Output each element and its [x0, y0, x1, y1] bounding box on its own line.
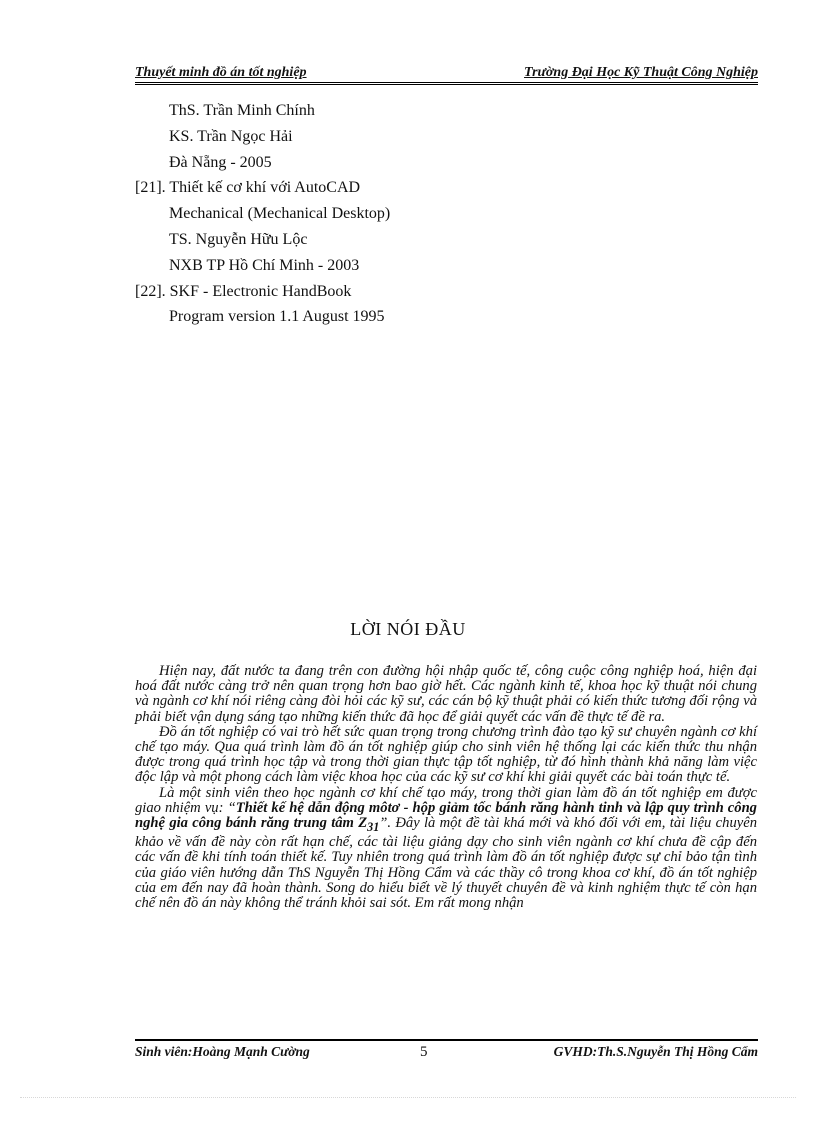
page-bottom-divider [20, 1097, 796, 1098]
footer-supervisor: GVHD:Th.S.Nguyễn Thị Hồng Cẩm [553, 1044, 758, 1059]
reference-entry-22: [22]. SKF - Electronic HandBook [135, 282, 352, 300]
reference-line: TS. Nguyễn Hữu Lộc [169, 230, 308, 248]
footer-student: Sinh viên:Hoàng Mạnh Cường [135, 1044, 310, 1059]
reference-line: Đà Nẵng - 2005 [169, 153, 272, 171]
reference-entry-21: [21]. Thiết kế cơ khí với AutoCAD [135, 179, 361, 197]
header-document-title: Thuyết minh đồ án tốt nghiệp [135, 65, 307, 80]
paragraph-3-rest: ”. Đây là một đề tài khá mới và khó đối với em, tài liệu chuyên khảo về vấn đề này còn rất hạn chế, các tài liệu giảng dạy cho sinh viên ngành cơ khí chưa đề cập đến các vấn đề khi tính toán thiết kế. Tuy nhiên trong quá trình làm đồ án tốt nghiệp được sự chỉ bảo tận tình của giáo viên hướng dẫn ThS Nguyễn Thị Hồng Cẩm và các thầy cô trong khoa cơ khí, đồ án tốt nghiệp của em đến nay đã hoàn thành. Song do hiểu biết về lý thuyết chuyên đề và kinh nghiệm thực tế còn hạn chế nên đồ án này không thể tránh khỏi sai sót. Em rất mong nhận [135, 815, 757, 911]
paragraph-2: Đồ án tốt nghiệp có vai trò hết sức quan trọng trong chương trình đào tạo kỹ sư chuyên ngành cơ khí chế tạo máy. Qua quá trình làm đồ án tốt nghiệp giúp cho sinh viên hệ thống lại các kiến thức thu nhận được trong quá trình học tập và trong thời gian thực tập tốt nghiệp, từ đó hình thành khả năng làm việc độc lập và một phong cách làm việc khoa học của các kỹ sư cơ khí khi giải quyết các bài toán thực tế. [135, 723, 757, 786]
preface-body [135, 664, 757, 911]
page-footer [135, 1039, 758, 1059]
reference-line: NXB TP Hồ Chí Minh - 2003 [169, 256, 360, 274]
page-number: 5 [420, 1044, 428, 1060]
paragraph-3-intro: Là một sinh viên theo học ngành cơ khí chế tạo máy, trong thời gian làm đồ án tốt nghiệp em được giao nhiệm vụ: “ [135, 784, 757, 816]
paragraph-3 [135, 786, 757, 912]
reference-line: Mechanical (Mechanical Desktop) [169, 205, 391, 223]
reference-line: KS. Trần Ngọc Hải [169, 127, 293, 145]
header-university: Trường Đại Học Kỹ Thuật Công Nghiệp [524, 65, 758, 80]
reference-line: Program version 1.1 August 1995 [169, 308, 385, 326]
reference-list [135, 98, 390, 330]
gear-subscript: 31 [367, 819, 380, 834]
paragraph-1: Hiện nay, đất nước ta đang trên con đường hội nhập quốc tế, công cuộc công nghiệp hoá, hiện đại hoá đất nước càng trở nên quan trọng hơn bao giờ hết. Các ngành kinh tế, khoa học kỹ thuật nói chung và ngành cơ khí nói riêng càng đòi hỏi các kỹ sư, các cán bộ kỹ thuật phải có kiến thức tương đối rộng và phải biết vận dụng sáng tạo những kiến thức đã học để giải quyết các vấn đề thực tế đề ra. [135, 663, 757, 725]
page-header [135, 64, 758, 85]
reference-line: ThS. Trần Minh Chính [169, 102, 315, 119]
section-title: LỜI NÓI ĐẦU [350, 619, 466, 639]
thesis-topic-text: Thiết kế hệ dẫn động môtơ - hộp giảm tốc bánh răng hành tinh và lập quy trình công nghệ gia công bánh răng trung tâm Z [135, 799, 757, 832]
